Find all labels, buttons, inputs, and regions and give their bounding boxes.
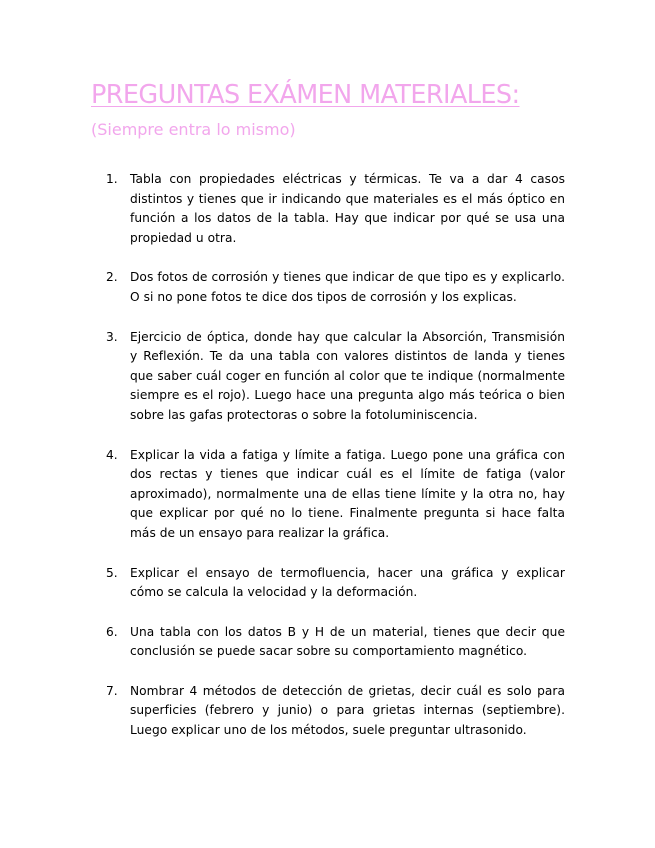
question-text: Explicar la vida a fatiga y límite a fatiga. Luego pone una gráfica con dos rectas y tienes que indicar cuál es el límite de fatiga (valor aproximado), normalmente una de ellas tiene límite y la otra no, hay que explicar por qué no lo tiene. Finalmente pregunta si hace falta más de un ensayo para realizar la gráfica. bbox=[130, 447, 565, 540]
question-item bbox=[106, 170, 565, 248]
question-number: 7. bbox=[106, 683, 118, 698]
question-text: Una tabla con los datos B y H de un material, tienes que decir que conclusión se puede sacar sobre su comportamiento magnético. bbox=[130, 624, 565, 659]
question-number: 2. bbox=[106, 270, 118, 285]
question-list bbox=[106, 170, 565, 761]
question-number: 4. bbox=[106, 447, 118, 462]
question-item bbox=[106, 446, 565, 544]
question-number: 3. bbox=[106, 329, 118, 344]
question-number: 1. bbox=[106, 172, 118, 186]
question-text: Tabla con propiedades eléctricas y térmicas. Te va a dar 4 casos distintos y tienes que ir indicando que materiales es el más óptico en función a los datos de la tabla. Hay que indicar por qué se usa una propiedad u otra. bbox=[130, 172, 565, 245]
question-item bbox=[106, 682, 565, 741]
document-title: PREGUNTAS EXÁMEN MATERIALES: bbox=[91, 80, 520, 110]
question-item bbox=[106, 328, 565, 426]
question-text: Nombrar 4 métodos de detección de grietas, decir cuál es solo para superficies (febrero y junio) o para grietas internas (septiembre). Luego explicar uno de los métodos, suele preguntar ultrasonido. bbox=[130, 683, 565, 738]
question-item bbox=[106, 623, 565, 662]
question-text: Explicar el ensayo de termofluencia, hacer una gráfica y explicar cómo se calcula la velocidad y la deformación. bbox=[130, 565, 565, 600]
question-item bbox=[106, 268, 565, 307]
question-number: 6. bbox=[106, 624, 118, 639]
question-text: Dos fotos de corrosión y tienes que indicar de que tipo es y explicarlo. O si no pone fotos te dice dos tipos de corrosión y los explicas. bbox=[130, 270, 565, 304]
question-item bbox=[106, 564, 565, 603]
question-number: 5. bbox=[106, 565, 118, 580]
document-subtitle: (Siempre entra lo mismo) bbox=[91, 120, 296, 139]
question-text: Ejercicio de óptica, donde hay que calcular la Absorción, Transmisión y Reflexión. Te da una tabla con valores distintos de landa y tienes que saber cuál coger en función al color que te indique (normalmente siempre es el rojo). Luego hace una pregunta algo más teórica o bien sobre las gafas protectoras o sobre la fotoluminiscencia. bbox=[130, 329, 565, 422]
